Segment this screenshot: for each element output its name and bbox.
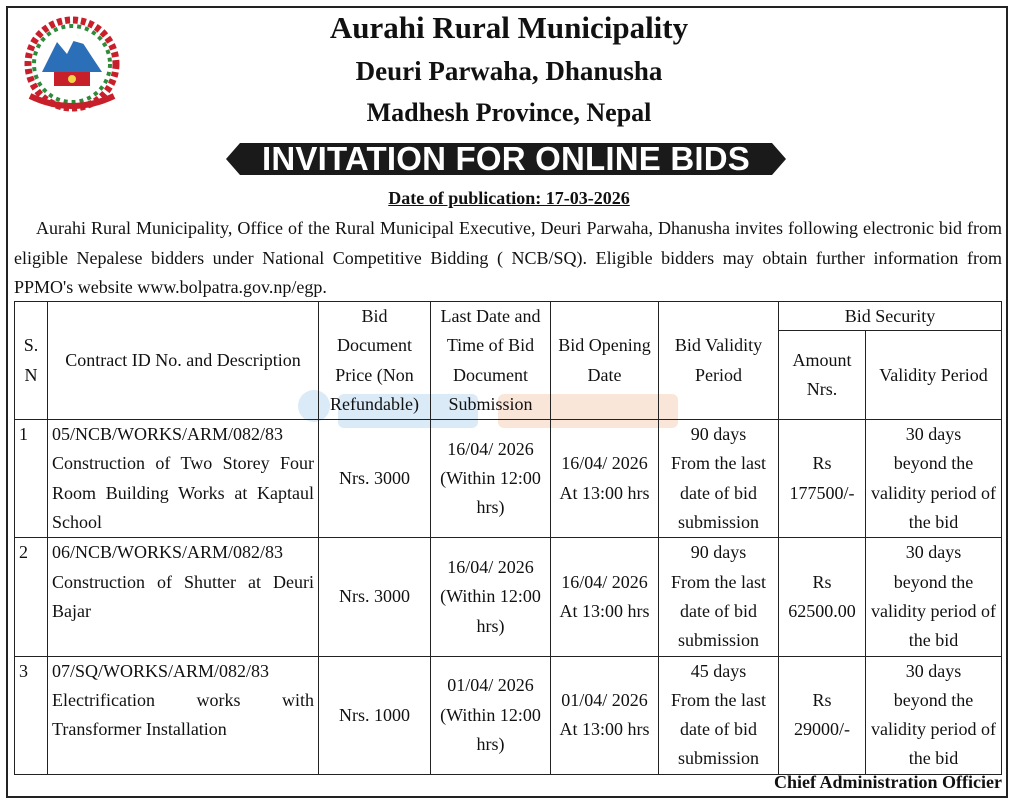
amount-label: Rs (812, 689, 832, 710)
last-date: 16/04/ 2026 (447, 557, 534, 578)
amount-value: 29000/- (794, 719, 850, 740)
row-validity (659, 420, 779, 538)
last-time: (Within 12:00 hrs) (440, 468, 541, 518)
contract-description: Electrification works with Transformer Installation (52, 689, 314, 740)
row-sn: 1 (15, 420, 48, 538)
validity-note: From the last date of bid submission (671, 689, 766, 769)
last-date: 16/04/ 2026 (447, 438, 534, 459)
validity-days: 90 days (690, 542, 747, 563)
row-amount (779, 656, 866, 774)
header-opening: Bid Opening Date (551, 302, 659, 420)
header-security-validity: Validity Period (866, 331, 1002, 420)
row-price: Nrs. 1000 (319, 656, 431, 774)
opening-date: 16/04/ 2026 (561, 453, 648, 474)
security-days: 30 days (905, 542, 962, 563)
row-price: Nrs. 3000 (319, 538, 431, 656)
publication-date-text: Date of publication: 17-03-2026 (388, 188, 630, 208)
security-days: 30 days (905, 424, 962, 445)
contract-description: Construction of Two Storey Four Room Building Works at Kaptaul School (52, 453, 314, 533)
row-sn: 3 (15, 656, 48, 774)
row-opening (551, 538, 659, 656)
last-time: (Within 12:00 hrs) (440, 704, 541, 754)
contract-id: 06/NCB/WORKS/ARM/082/83 (52, 542, 284, 563)
header-contract: Contract ID No. and Description (48, 302, 319, 420)
table-row (15, 656, 1002, 774)
amount-value: 177500/- (789, 482, 855, 503)
row-opening (551, 656, 659, 774)
row-opening (551, 420, 659, 538)
header-bid-security: Bid Security (779, 302, 1002, 331)
amount-value: 62500.00 (788, 600, 856, 621)
contract-id: 07/SQ/WORKS/ARM/082/83 (52, 660, 270, 681)
row-validity (659, 656, 779, 774)
province-line: Madhesh Province, Nepal (366, 98, 652, 127)
table-row (15, 420, 1002, 538)
last-time: (Within 12:00 hrs) (440, 586, 541, 636)
row-security-validity (866, 656, 1002, 774)
validity-days: 90 days (690, 424, 747, 445)
contract-description: Construction of Shutter at Deuri Bajar (52, 571, 314, 621)
municipality-name: Aurahi Rural Municipality (329, 10, 689, 45)
row-amount (779, 538, 866, 656)
security-days: 30 days (905, 660, 962, 681)
row-contract (48, 656, 319, 774)
row-security-validity (866, 538, 1002, 656)
row-validity (659, 538, 779, 656)
header-price: Bid Document Price (Non Refundable) (319, 302, 431, 420)
row-contract (48, 538, 319, 656)
amount-label: Rs (812, 453, 832, 474)
last-date: 01/04/ 2026 (447, 675, 534, 696)
row-last-date (431, 656, 551, 774)
opening-time: At 13:00 hrs (559, 482, 650, 503)
security-note: beyond the validity period of the bid (871, 689, 996, 769)
row-last-date (431, 538, 551, 656)
contract-id: 05/NCB/WORKS/ARM/082/83 (52, 424, 284, 445)
row-price: Nrs. 3000 (319, 420, 431, 538)
header-sn: S. N (15, 302, 48, 420)
publication-date (0, 188, 1018, 209)
table-row (15, 538, 1002, 656)
bids-table (14, 301, 1002, 775)
security-note: beyond the validity period of the bid (871, 571, 996, 651)
row-security-validity (866, 420, 1002, 538)
validity-note: From the last date of bid submission (671, 453, 766, 533)
header-amount: Amount Nrs. (779, 331, 866, 420)
municipality-location: Deuri Parwaha, Dhanusha (355, 56, 663, 86)
opening-time: At 13:00 hrs (559, 719, 650, 740)
security-note: beyond the validity period of the bid (871, 453, 996, 533)
signatory: Chief Administration Officier (774, 772, 1002, 792)
amount-label: Rs (812, 571, 832, 592)
opening-date: 01/04/ 2026 (561, 689, 648, 710)
opening-time: At 13:00 hrs (559, 600, 650, 621)
header-last-date: Last Date and Time of Bid Document Submission (431, 302, 551, 420)
header-validity: Bid Validity Period (659, 302, 779, 420)
row-sn: 2 (15, 538, 48, 656)
opening-date: 16/04/ 2026 (561, 571, 648, 592)
row-amount (779, 420, 866, 538)
intro-text: Aurahi Rural Municipality, Office of the Rural Municipal Executive, Deuri Parwaha, Dhanusha invites following electronic bid from eligible Nepalese bidders under National Competitive Bidding ( NCB/SQ). Eligible bidders may obtain further information from PPMO's website www.bolpatra.gov.np/egp. (14, 218, 1002, 297)
row-last-date (431, 420, 551, 538)
validity-days: 45 days (690, 660, 747, 681)
table-header-row (15, 302, 1002, 331)
row-contract (48, 420, 319, 538)
validity-note: From the last date of bid submission (671, 571, 766, 651)
intro-paragraph (14, 214, 1002, 303)
title-banner-text: INVITATION FOR ONLINE BIDS (262, 140, 750, 177)
